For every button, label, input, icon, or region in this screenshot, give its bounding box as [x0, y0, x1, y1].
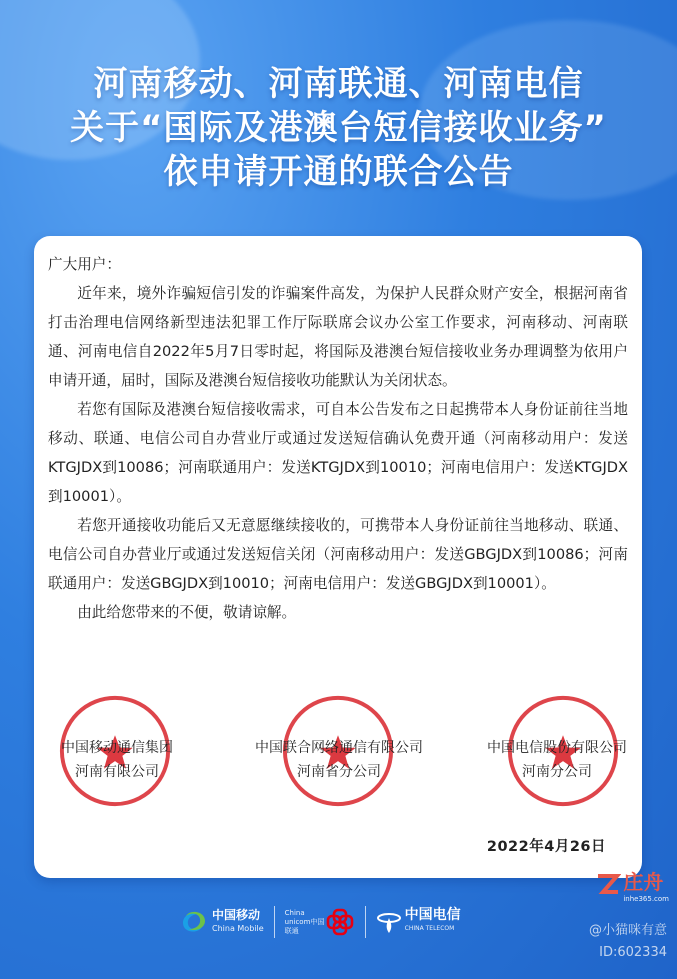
notice-paragraph: 若您有国际及港澳台短信接收需求，可自本公告发布之日起携带本人身份证前往当地移动、联通、电信公司自办营业厅或通过发送短信确认免费开通（河南移动用户：发送KTGJDX到10086；河南联通用户：发送KTGJDX到10010；河南电信用户：发送KTGJDX到10001）。 — [48, 401, 628, 505]
notice-greeting: 广大用户： — [48, 256, 121, 273]
logo-unicom-text: China unicom中国联通 — [284, 908, 325, 935]
china-mobile-logo — [180, 909, 264, 935]
watermark-handle: @小猫咪有意 — [588, 923, 667, 938]
logo-telecom-en: CHINA TELECOM — [404, 925, 455, 932]
title-line-3: 依申请开通的联合公告 — [163, 152, 514, 192]
title-line-2: 关于“国际及港澳台短信接收业务” — [70, 108, 607, 148]
signature-line: 河南有限公司 — [75, 764, 159, 780]
watermark-url: inhe365.com — [623, 895, 669, 903]
signature-line: 中国移动通信集团 — [61, 740, 173, 756]
watermark-footer — [589, 920, 667, 964]
watermark-id: ID:602334 — [599, 945, 667, 960]
notice-body — [48, 250, 628, 627]
logo-divider — [274, 906, 275, 938]
signature-line: 河南分公司 — [522, 764, 592, 780]
notice-paragraph: 若您开通接收功能后又无意愿继续接收的，可携带本人身份证前往当地移动、联通、电信公司自办营业厅或通过发送短信关闭（河南移动用户：发送GBGJDX到10086；河南联通用户：发送GBGJDX到10010；河南电信用户：发送GBGJDX到10001）。 — [48, 517, 628, 592]
china-telecom-logo — [376, 909, 461, 935]
logo-mobile-cn: 中国移动 — [212, 908, 261, 922]
announcement-date: 2022年4月26日 — [486, 839, 606, 855]
china-unicom-knot-icon — [325, 907, 355, 937]
announcement-title — [0, 62, 677, 194]
logo-divider — [365, 906, 366, 938]
logo-mobile-en: China Mobile — [212, 924, 264, 933]
signature-line: 中国联合网络通信有限公司 — [255, 740, 423, 756]
logo-telecom-cn: 中国电信 — [404, 907, 461, 923]
signature-line: 河南省分公司 — [297, 764, 381, 780]
notice-paragraph: 由此给您带来的不便，敬请谅解。 — [77, 604, 297, 621]
carrier-logos — [180, 897, 500, 947]
signature-unicom — [234, 736, 444, 784]
signature-telecom — [472, 736, 642, 784]
china-unicom-logo — [285, 907, 355, 937]
signature-mobile — [42, 736, 192, 784]
china-telecom-icon — [376, 909, 402, 935]
watermark-brand: 庄舟 — [623, 870, 664, 894]
china-mobile-icon — [180, 909, 208, 935]
signature-line: 中国电信股份有限公司 — [487, 740, 627, 756]
notice-card — [34, 236, 642, 878]
notice-paragraph: 近年来，境外诈骗短信引发的诈骗案件高发，为保护人民群众财产安全，根据河南省打击治理电信网络新型违法犯罪工作厅际联席会议办公室工作要求，河南移动、河南联通、河南电信自2022年5月7日零时起，将国际及港澳台短信接收业务办理调整为依用户申请开通，届时，国际及港澳台短信接收功能默认为关闭状态。 — [48, 285, 628, 389]
title-line-1: 河南移动、河南联通、河南电信 — [93, 64, 584, 104]
watermark-z-icon — [595, 872, 621, 898]
watermark-badge — [595, 866, 669, 903]
